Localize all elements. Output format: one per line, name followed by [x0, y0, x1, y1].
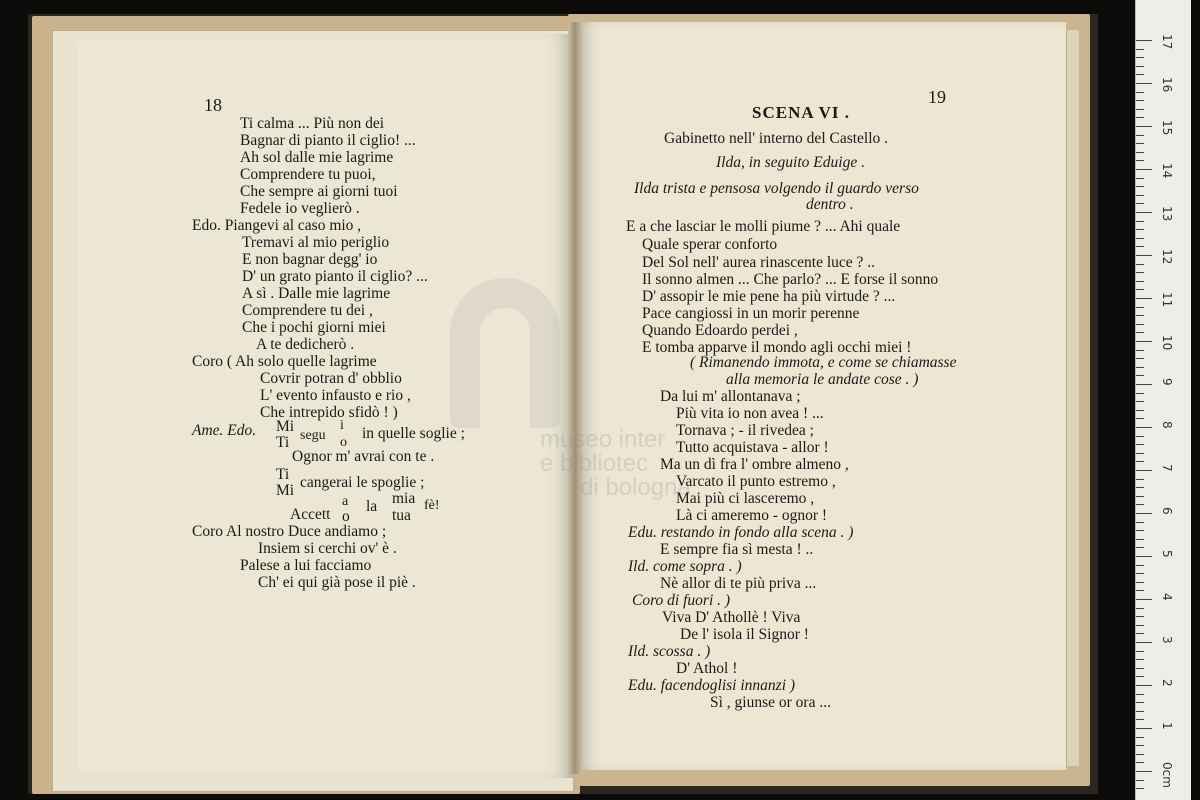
ruler-tick: [1136, 307, 1144, 308]
ruler-tick: [1136, 573, 1144, 574]
stage-direction: Ild. come sopra . ): [628, 558, 742, 575]
ruler-number: 7: [1160, 464, 1174, 472]
ruler-number: 16: [1160, 77, 1174, 93]
ruler-tick: [1136, 539, 1144, 540]
ruler-tick: [1136, 719, 1144, 720]
ruler-tick: [1136, 160, 1144, 161]
ruler-tick: [1136, 83, 1152, 84]
stage-direction: Ilda trista e pensosa volgendo il guardo verso: [634, 180, 919, 197]
stage-direction: Ild. scossa . ): [628, 643, 711, 660]
ruler-tick: [1136, 685, 1152, 686]
ruler-tick: [1136, 590, 1144, 591]
ruler-tick: [1136, 384, 1152, 385]
verse-line: L' evento infausto e rio ,: [260, 387, 411, 404]
watermark-line: di bologna: [580, 474, 691, 501]
ruler-tick: [1136, 289, 1144, 290]
verse-fragment: la: [366, 498, 378, 515]
ruler-tick: [1136, 453, 1144, 454]
ruler-tick: [1136, 625, 1144, 626]
page-number: 19: [928, 87, 946, 107]
verse-line: Il sonno almen ... Che parlo? ... E forse il sonno: [642, 271, 939, 288]
ruler-tick: [1136, 324, 1144, 325]
speaker-line: Coro Al nostro Duce andiamo ;: [192, 523, 387, 540]
ruler-tick: [1136, 410, 1144, 411]
ruler-tick: [1136, 117, 1144, 118]
verse-line: De l' isola il Signor !: [680, 626, 809, 643]
ruler-tick: [1136, 332, 1144, 333]
scene-title: SCENA VI .: [752, 103, 851, 122]
verse-line: Bagnar di pianto il ciglio! ...: [240, 132, 416, 149]
verse-line: Sì , giunse or ora ...: [710, 694, 831, 711]
ruler-tick: [1136, 264, 1144, 265]
ruler-number: 6: [1160, 507, 1174, 515]
ruler-tick: [1136, 315, 1144, 316]
ruler-tick: [1136, 780, 1144, 781]
verse-line: Ah sol dalle mie lagrime: [240, 149, 394, 166]
verse-line: Ognor m' avrai con te .: [292, 448, 435, 465]
ruler-tick: [1136, 616, 1144, 617]
ruler-tick: [1136, 298, 1152, 299]
verse-line: Là ci ameremo - ognor !: [676, 507, 828, 524]
ruler-tick: [1136, 547, 1144, 548]
page-number: 18: [204, 95, 222, 115]
ruler-tick: [1136, 513, 1152, 514]
ruler-number: 3: [1160, 636, 1174, 644]
ruler-tick: [1136, 92, 1144, 93]
ruler-number: 11: [1160, 292, 1174, 308]
book-gutter: [568, 22, 582, 774]
ruler-tick: [1136, 496, 1144, 497]
stage-direction: ( Rimanendo immota, e come se chiamasse: [690, 354, 957, 371]
ruler-tick: [1136, 728, 1152, 729]
ruler-tick: [1136, 676, 1144, 677]
ruler-tick: [1136, 436, 1144, 437]
speaker-line: Coro ( Ah solo quelle lagrime: [192, 353, 377, 370]
verse-line: E non bagnar degg' io: [242, 251, 378, 268]
verse-line: D' assopir le mie pene ha più virtude ? ...: [642, 288, 896, 305]
ruler-tick: [1136, 711, 1144, 712]
ruler-tick: [1136, 530, 1144, 531]
verse-line: Più vita io non avea ! ...: [676, 405, 824, 422]
ruler-tick: [1136, 427, 1152, 428]
ruler-tick: [1136, 169, 1152, 170]
verse-line: Comprendere tu puoi,: [240, 166, 376, 183]
verse-line: E a che lasciar le molli piume ? ... Ahi quale: [626, 218, 901, 235]
ruler-tick: [1136, 66, 1144, 67]
ruler-tick: [1136, 556, 1152, 557]
verse-fragment: o: [342, 508, 350, 525]
watermark-line: museo inter: [540, 426, 666, 453]
verse-line: Del Sol nell' aurea rinascente luce ? ..: [642, 254, 876, 271]
ruler-tick: [1136, 74, 1144, 75]
ruler-number: 5: [1160, 550, 1174, 558]
ruler-unit: 0cm: [1160, 762, 1174, 788]
ruler-tick: [1136, 152, 1144, 153]
ruler-tick: [1136, 238, 1144, 239]
verse-line: Viva D' Athollè ! Viva: [662, 609, 801, 626]
ruler-tick: [1136, 418, 1144, 419]
verse-fragment: tua: [392, 507, 411, 524]
speaker-label: Ame. Edo.: [192, 422, 257, 439]
ruler-tick: [1136, 582, 1144, 583]
ruler-tick: [1136, 762, 1144, 763]
ruler-tick: [1136, 737, 1144, 738]
ruler-tick: [1136, 246, 1144, 247]
ruler-tick: [1136, 702, 1144, 703]
ruler-number: 14: [1160, 163, 1174, 179]
ruler-tick: [1136, 694, 1144, 695]
ruler-tick: [1136, 143, 1144, 144]
verse-line: Tutto acquistava - allor !: [676, 439, 829, 456]
verse-line: Pace cangiossi in un morir perenne: [642, 305, 860, 322]
verse-line: Nè allor di te più priva ...: [660, 575, 817, 592]
speaker-line: Edo. Piangevi al caso mio ,: [192, 217, 362, 234]
verse-fragment: cangerai le spoglie ;: [300, 474, 425, 491]
verse-line: Che i pochi giorni miei: [242, 319, 386, 336]
ruler-number: 9: [1160, 378, 1174, 386]
ruler-number: 15: [1160, 120, 1174, 136]
verse-fragment: Mi: [276, 482, 295, 499]
ruler-tick: [1136, 470, 1152, 471]
verse-line: Da lui m' allontanava ;: [660, 388, 801, 405]
ruler-number: 17: [1160, 34, 1174, 50]
ruler-tick: [1136, 100, 1144, 101]
ruler-tick: [1136, 668, 1144, 669]
ruler-tick: [1136, 659, 1144, 660]
ruler-tick: [1136, 375, 1144, 376]
ruler-tick: [1136, 393, 1144, 394]
verse-fragment: Ti: [276, 466, 290, 483]
ruler-number: 10: [1160, 335, 1174, 351]
verse-line: Che intrepido sfidò ! ): [260, 404, 398, 421]
ruler-tick: [1136, 771, 1152, 772]
verse-line: Quando Edoardo perdei ,: [642, 322, 798, 339]
ruler-tick: [1136, 754, 1144, 755]
verse-line: Ch' ei qui già pose il piè .: [258, 574, 416, 591]
verse-fragment: in quelle soglie ;: [362, 425, 465, 442]
ruler-tick: [1136, 367, 1144, 368]
ruler-number: 4: [1160, 593, 1174, 601]
verse-fragment: Ti: [276, 434, 290, 451]
ruler-tick: [1136, 178, 1144, 179]
scene-characters: Ilda, in seguito Eduige .: [716, 154, 865, 171]
verse-line: Ma un dì fra l' ombre almeno ,: [660, 456, 849, 473]
ruler-number: 2: [1160, 679, 1174, 687]
verse-line: E sempre fia sì mesta ! ..: [660, 541, 814, 558]
verse-line: Tornava ; - il rivedea ;: [676, 422, 814, 439]
ruler-number: 12: [1160, 249, 1174, 265]
verse-line: Ti calma ... Più non dei: [240, 115, 385, 132]
verse-line: Insiem si cerchi ov' è .: [258, 540, 397, 557]
verse-line: A te dedicherò .: [256, 336, 355, 353]
verse-fragment: segu: [300, 428, 326, 443]
ruler-tick: [1136, 109, 1144, 110]
ruler-tick: [1136, 745, 1144, 746]
verse-line: Quale sperar conforto: [642, 236, 778, 253]
verse-line: E tomba apparve il mondo agli occhi miei !: [642, 339, 912, 356]
ruler-number: 8: [1160, 421, 1174, 429]
ruler-tick: [1136, 49, 1144, 50]
stage-direction: dentro .: [806, 196, 854, 213]
ruler-tick: [1136, 203, 1144, 204]
verse-fragment: Mi: [276, 418, 295, 435]
ruler-tick: [1136, 229, 1144, 230]
ruler-tick: [1136, 341, 1152, 342]
verse-line: Fedele io veglierò .: [240, 200, 360, 217]
verse-fragment: a: [342, 494, 349, 509]
verse-line: Mai più ci lasceremo ,: [676, 490, 815, 507]
stage-direction: Coro di fuori . ): [632, 592, 731, 609]
ruler-tick: [1136, 195, 1144, 196]
ruler-tick: [1136, 504, 1144, 505]
verse-line: A sì . Dalle mie lagrime: [242, 285, 391, 302]
ruler-tick: [1136, 126, 1152, 127]
ruler-tick: [1136, 642, 1152, 643]
ruler-tick: [1136, 633, 1144, 634]
stage-direction: alla memoria le andate cose . ): [726, 371, 919, 388]
verse-fragment: fè!: [424, 498, 440, 513]
stage-direction: Edu. facendoglisi innanzi ): [628, 677, 796, 694]
ruler-tick: [1136, 272, 1144, 273]
ruler-tick: [1136, 608, 1144, 609]
verse-fragment: mia: [392, 490, 416, 507]
verse-line: D' un grato pianto il ciglio? ...: [242, 268, 428, 285]
ruler-tick: [1136, 479, 1144, 480]
ruler-tick: [1136, 350, 1144, 351]
page-stack-right: [1066, 30, 1079, 766]
scene-setting: Gabinetto nell' interno del Castello .: [664, 130, 889, 147]
ruler-tick: [1136, 522, 1144, 523]
ruler-tick: [1136, 135, 1144, 136]
ruler-tick: [1136, 40, 1152, 41]
ruler-tick: [1136, 401, 1144, 402]
ruler-tick: [1136, 487, 1144, 488]
measurement-ruler: [1135, 0, 1191, 800]
ruler-tick: [1136, 788, 1144, 789]
verse-line: D' Athol !: [676, 660, 738, 677]
verse-line: Palese a lui facciamo: [240, 557, 372, 574]
verse-line: Comprendere tu dei ,: [242, 302, 373, 319]
ruler-tick: [1136, 599, 1152, 600]
ruler-tick: [1136, 444, 1144, 445]
watermark-line: e bibliotec: [540, 450, 649, 477]
verse-line: Covrir potran d' obblio: [260, 370, 402, 387]
ruler-tick: [1136, 255, 1152, 256]
ruler-tick: [1136, 212, 1152, 213]
ruler-tick: [1136, 221, 1144, 222]
verse-line: Tremavi al mio periglio: [242, 234, 390, 251]
ruler-tick: [1136, 651, 1144, 652]
verse-fragment: o: [340, 435, 347, 450]
verse-line: Varcato il punto estremo ,: [676, 473, 836, 490]
ruler-number: 1: [1160, 722, 1174, 730]
verse-fragment: Accett: [290, 506, 331, 523]
ruler-number: 13: [1160, 206, 1174, 222]
ruler-tick: [1136, 281, 1144, 282]
verse-line: Che sempre ai giorni tuoi: [240, 183, 398, 200]
stage-direction: Edu. restando in fondo alla scena . ): [628, 524, 854, 541]
ruler-tick: [1136, 358, 1144, 359]
ruler-tick: [1136, 186, 1144, 187]
ruler-tick: [1136, 565, 1144, 566]
ruler-tick: [1136, 461, 1144, 462]
ruler-tick: [1136, 57, 1144, 58]
verse-fragment: i: [340, 418, 344, 433]
